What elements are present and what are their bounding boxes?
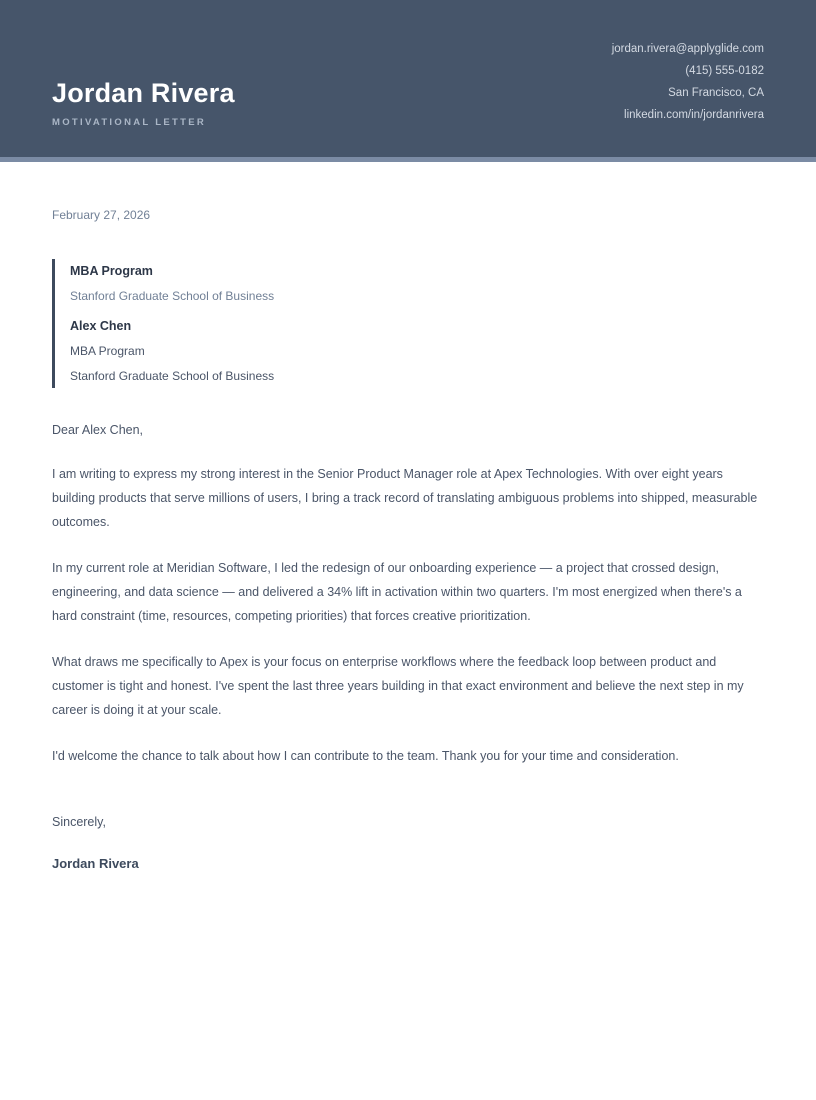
header-inner bbox=[52, 38, 764, 157]
header-accent-bar bbox=[0, 157, 816, 162]
salutation: Dear Alex Chen, bbox=[52, 423, 144, 438]
letter-header bbox=[0, 0, 816, 157]
recipient-block bbox=[52, 259, 764, 389]
recipient-organization: Stanford Graduate School of Business bbox=[70, 289, 275, 304]
letter-body bbox=[0, 207, 816, 875]
contact-phone[interactable]: (415) 555-0182 bbox=[685, 65, 764, 77]
contact-linkedin[interactable]: linkedin.com/in/jordanrivera bbox=[624, 109, 764, 121]
signature-name: Jordan Rivera bbox=[52, 856, 139, 872]
letter-date: February 27, 2026 bbox=[52, 208, 151, 222]
closing-phrase: Sincerely, bbox=[52, 815, 106, 830]
letter-paragraph: What draws me specifically to Apex is your focus on enterprise workflows where the feedback loop between product and customer is tight and honest. I've spent the last three years building in that exact environment and believe the next step in my career is doing it at your scale. bbox=[52, 655, 744, 718]
recipient-name: Alex Chen bbox=[70, 318, 132, 333]
letter-paragraph: In my current role at Meridian Software, I led the redesign of our onboarding experience — a project that crossed design, engineering, and data science — and delivered a 34% lift in activation within two quarters. I'm most energized when there's a hard constraint (time, resources, competing priorities) that forces creative prioritization. bbox=[52, 561, 742, 624]
recipient-school: Stanford Graduate School of Business bbox=[70, 368, 275, 383]
recipient-role: MBA Program bbox=[70, 263, 153, 278]
page-title: Jordan Rivera bbox=[52, 77, 235, 108]
contact-block bbox=[612, 38, 764, 128]
letter-paragraph: I am writing to express my strong interest in the Senior Product Manager role at Apex Technologies. With over eight years building products that serve millions of users, I bring a track record of translating ambiguous problems into shipped, measurable outcomes. bbox=[52, 467, 758, 530]
contact-location: San Francisco, CA bbox=[668, 87, 764, 99]
identity-block bbox=[52, 78, 235, 128]
letter-paragraph: I'd welcome the chance to talk about how I can contribute to the team. Thank you for your time and consideration. bbox=[52, 749, 679, 764]
recipient-program: MBA Program bbox=[70, 344, 145, 359]
contact-email[interactable]: jordan.rivera@applyglide.com bbox=[611, 43, 764, 55]
document-subtitle: MOTIVATIONAL LETTER bbox=[52, 117, 206, 128]
